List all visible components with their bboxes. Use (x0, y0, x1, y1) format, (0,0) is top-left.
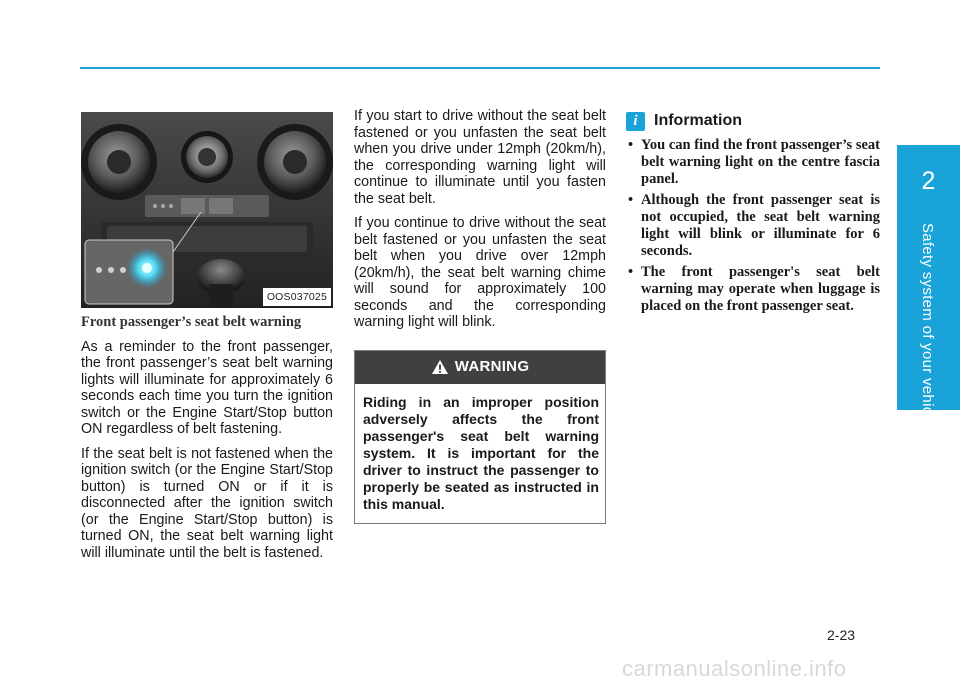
list-item: • Although the front passenger seat is not occupied, the seat belt warning light will blink or illuminate for 6 seconds. (626, 192, 880, 260)
warning-text: Riding in an improper position adversely affects the front passenger's seat belt warning system. It is important for the driver to instruct the passenger to properly be seated as instructed in this manual. (363, 393, 599, 512)
figure-caption: Front passenger’s seat belt warning (81, 314, 302, 330)
paragraph: If the seat belt is not fastened when the ignition switch (or the Engine Start/Stop button) is turned ON or if it is disconnected after the ignition switch (or the Engine Start/Stop button) is turned ON, the seat belt warning light will illuminate until the belt is fastened. (81, 445, 333, 561)
page-number: 2-23 (827, 627, 856, 643)
paragraph: If you start to drive without the seat belt fastened or you unfasten the seat belt when you drive under 12mph (20km/h), the corresponding warning light will continue to illuminate until you fasten the seat belt. (354, 108, 606, 207)
information-title: Information (654, 112, 742, 130)
column-3 (626, 112, 880, 319)
list-item: • You can find the front passenger’s seat belt warning light on the centre fascia panel. (626, 137, 880, 188)
watermark: carmanualsonline.info (622, 656, 847, 681)
figure-code: OOS037025 (263, 288, 331, 307)
warning-title: WARNING (454, 357, 530, 375)
top-rule (80, 67, 880, 69)
warning-header (355, 351, 605, 384)
chapter-title: Safety system of your vehicle (919, 223, 936, 427)
column-1 (81, 112, 333, 569)
chapter-side-tab[interactable] (897, 145, 960, 427)
info-icon: i (626, 112, 645, 131)
list-item: • The front passenger's seat belt warning may operate when luggage is placed on the front passenger seat. (626, 264, 880, 315)
paragraph: If you continue to drive without the seat belt fastened or you unfasten the seat belt when you drive over 12mph (20km/h), the seat belt warning chime will sound for approximately 100 seconds and the corresponding warning light will blink. (354, 215, 606, 330)
warning-triangle-icon (431, 359, 449, 375)
column-2 (354, 108, 606, 524)
dashboard-figure (81, 112, 333, 308)
information-header (626, 112, 880, 131)
dashboard-illustration (81, 112, 333, 308)
warning-box (354, 350, 606, 524)
chapter-number: 2 (921, 167, 936, 195)
paragraph: As a reminder to the front passenger, the front passenger’s seat belt warning lights will illuminate for approximately 6 seconds each time you turn the ignition switch or the Engine Start/Stop button ON regardless of belt fastening. (81, 338, 333, 437)
information-list (626, 137, 880, 315)
